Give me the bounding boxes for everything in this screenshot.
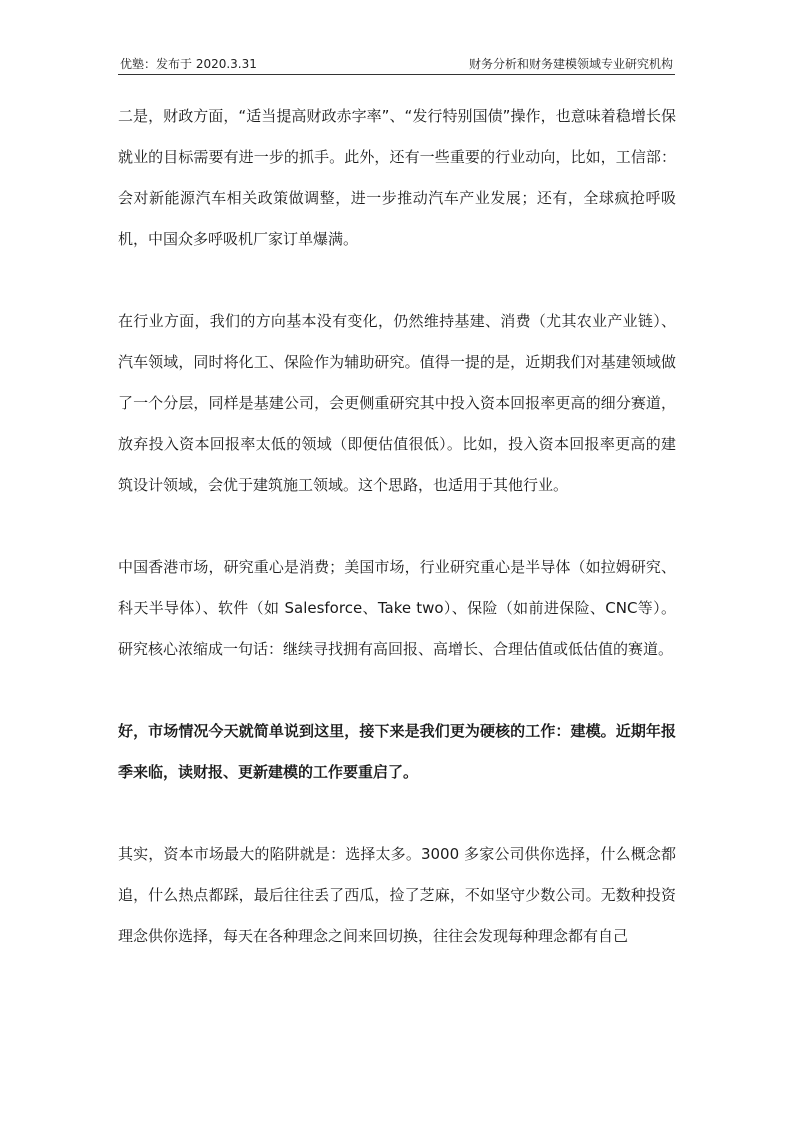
page-header: [118, 54, 675, 75]
paragraph-modeling-intro: 好，市场情况今天就简单说到这里，接下来是我们更为硬核的工作：建模。近期年报季来临，读财报、更新建模的工作要重启了。: [118, 722, 676, 781]
paragraph-fiscal-policy: 二是，财政方面，“适当提高财政赤字率”、“发行特别国债”操作，也意味着稳增长保就业的目标需要有进一步的抓手。此外，还有一些重要的行业动向，比如，工信部：会对新能源汽车相关政策做调整，进一步推动汽车产业发展；还有，全球疯抢呼吸机，中国众多呼吸机厂家订单爆满。: [118, 107, 676, 248]
paragraph-hk-us-markets: 中国香港市场，研究重心是消费；美国市场，行业研究重心是半导体（如拉姆研究、科天半导体）、软件（如 Salesforce、Take two）、保险（如前进保险、CNC等）。研究核心浓缩成一句话：继续寻找拥有高回报、高增长、合理估值或低估值的赛道。: [118, 558, 676, 658]
header-publish-info: 优塾：发布于 2020.3.31: [120, 57, 257, 71]
article-body: [118, 96, 676, 957]
paragraph-industry-direction: 在行业方面，我们的方向基本没有变化，仍然维持基建、消费（尤其农业产业链）、汽车领域，同时将化工、保险作为辅助研究。值得一提的是，近期我们对基建领域做了一个分层，同样是基建公司，会更侧重研究其中投入资本回报率更高的细分赛道，放弃投入资本回报率太低的领域（即便估值很低）。比如，投入资本回报率更高的建筑设计领域，会优于建筑施工领域。这个思路，也适用于其他行业。: [118, 312, 676, 494]
header-org-tagline: 财务分析和财务建模领域专业研究机构: [468, 57, 673, 71]
paragraph-market-traps: 其实，资本市场最大的陷阱就是：选择太多。3000 多家公司供你选择，什么概念都追，什么热点都踩，最后往往丢了西瓜，捡了芝麻，不如坚守少数公司。无数种投资理念供你选择，每天在各种理念之间来回切换，往往会发现每种理念都有自己: [118, 845, 676, 945]
